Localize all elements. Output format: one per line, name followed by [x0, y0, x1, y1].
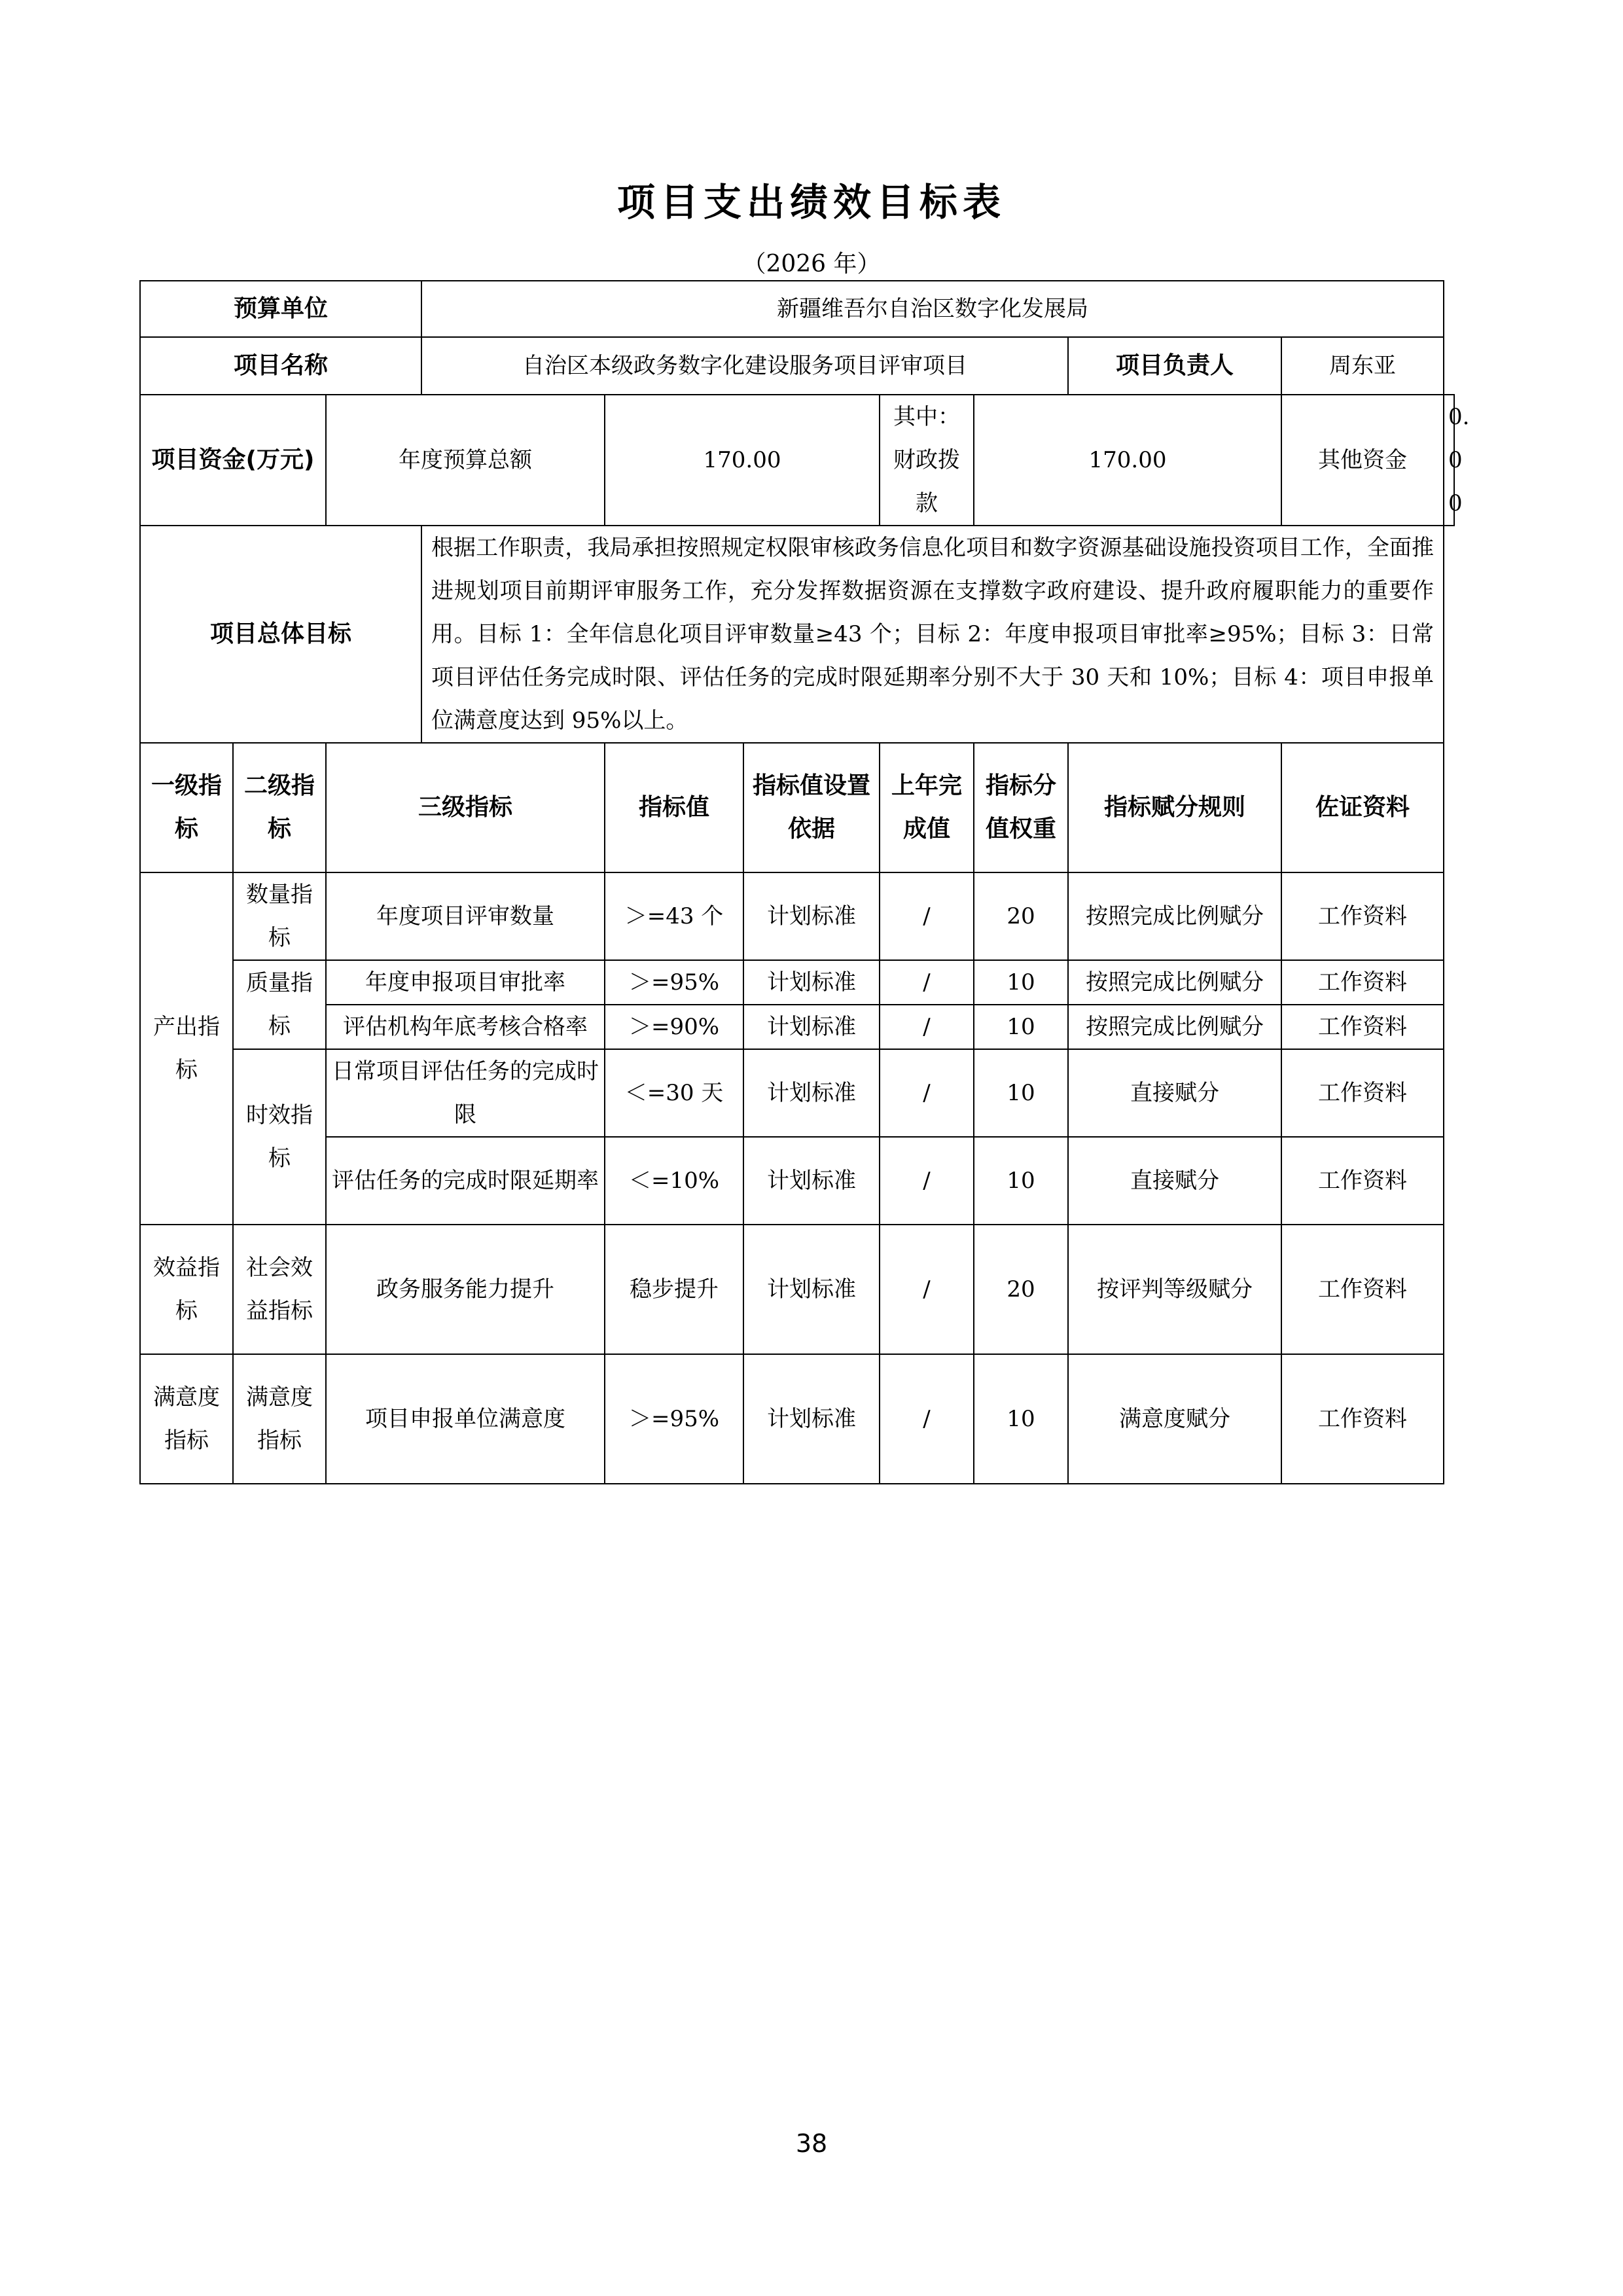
indicator-basis: 计划标准: [743, 1225, 880, 1354]
header-evidence: 佐证资料: [1281, 743, 1444, 872]
fiscal-allocation-value: 170.00: [974, 395, 1281, 526]
indicator-evidence: 工作资料: [1281, 1137, 1444, 1225]
indicator-basis: 计划标准: [743, 1005, 880, 1049]
indicator-basis: 计划标准: [743, 872, 880, 960]
header-level1: 一级指标: [140, 743, 233, 872]
other-funds-label: 其他资金: [1281, 395, 1444, 526]
indicator-basis: 计划标准: [743, 960, 880, 1005]
table-row: [140, 872, 1454, 960]
indicator-evidence: 工作资料: [1281, 1354, 1444, 1484]
group-social: 社会效益指标: [233, 1225, 326, 1354]
indicator-evidence: 工作资料: [1281, 872, 1444, 960]
overall-objective-label: 项目总体目标: [140, 526, 421, 743]
group-satisfaction-level2: 满意度指标: [233, 1354, 326, 1484]
indicator-value: ＜=30 天: [605, 1049, 743, 1137]
group-output: 产出指标: [140, 872, 233, 1225]
indicator-rule: 按评判等级赋分: [1068, 1225, 1281, 1354]
indicator-rule: 按照完成比例赋分: [1068, 1005, 1281, 1049]
table-row: [140, 1225, 1454, 1354]
budget-unit-row: [140, 281, 1454, 337]
indicator-weight: 10: [974, 1354, 1068, 1484]
header-weight: 指标分值权重: [974, 743, 1068, 872]
indicator-weight: 20: [974, 872, 1068, 960]
indicator-last-year: /: [880, 960, 974, 1005]
indicator-value: ＞=95%: [605, 1354, 743, 1484]
indicator-basis: 计划标准: [743, 1049, 880, 1137]
budget-unit-value: 新疆维吾尔自治区数字化发展局: [421, 281, 1444, 337]
other-funds-value: 0.00: [1444, 395, 1454, 526]
indicator-name: 评估机构年底考核合格率: [326, 1005, 605, 1049]
project-name-label: 项目名称: [140, 337, 421, 395]
indicator-last-year: /: [880, 872, 974, 960]
indicator-basis: 计划标准: [743, 1137, 880, 1225]
header-level3: 三级指标: [326, 743, 605, 872]
indicator-value: ＞=43 个: [605, 872, 743, 960]
table-row: [140, 1049, 1454, 1137]
indicator-evidence: 工作资料: [1281, 1005, 1444, 1049]
group-quality: 质量指标: [233, 960, 326, 1049]
indicator-name: 政务服务能力提升: [326, 1225, 605, 1354]
indicator-rule: 满意度赋分: [1068, 1354, 1281, 1484]
header-value: 指标值: [605, 743, 743, 872]
indicator-name: 项目申报单位满意度: [326, 1354, 605, 1484]
group-benefit: 效益指标: [140, 1225, 233, 1354]
indicator-basis: 计划标准: [743, 1354, 880, 1484]
indicator-rule: 按照完成比例赋分: [1068, 960, 1281, 1005]
annual-budget-label: 年度预算总额: [326, 395, 605, 526]
table-row: [140, 1354, 1454, 1484]
indicator-evidence: 工作资料: [1281, 1225, 1444, 1354]
group-timeliness: 时效指标: [233, 1049, 326, 1225]
indicator-weight: 10: [974, 1137, 1068, 1225]
indicator-last-year: /: [880, 1354, 974, 1484]
indicator-header-row: [140, 743, 1454, 872]
indicator-weight: 10: [974, 1049, 1068, 1137]
indicator-evidence: 工作资料: [1281, 960, 1444, 1005]
indicator-evidence: 工作资料: [1281, 1049, 1444, 1137]
project-fund-label: 项目资金(万元): [140, 395, 326, 526]
indicator-last-year: /: [880, 1137, 974, 1225]
performance-table: [139, 280, 1470, 1484]
group-quantity: 数量指标: [233, 872, 326, 960]
indicator-value: 稳步提升: [605, 1225, 743, 1354]
overall-objective-row: [140, 526, 1454, 743]
indicator-rule: 直接赋分: [1068, 1137, 1281, 1225]
header-rule: 指标赋分规则: [1068, 743, 1281, 872]
indicator-name: 评估任务的完成时限延期率: [326, 1137, 605, 1225]
indicator-rule: 按照完成比例赋分: [1068, 872, 1281, 960]
project-leader-value: 周东亚: [1281, 337, 1444, 395]
indicator-last-year: /: [880, 1049, 974, 1137]
indicator-name: 年度申报项目审批率: [326, 960, 605, 1005]
table-row: [140, 1005, 1454, 1049]
page-title: 项目支出绩效目标表: [616, 180, 1006, 224]
project-name-row: [140, 337, 1454, 395]
fiscal-allocation-label: 其中：财政拨款: [880, 395, 974, 526]
project-name-value: 自治区本级政务数字化建设服务项目评审项目: [421, 337, 1068, 395]
indicator-weight: 10: [974, 1005, 1068, 1049]
overall-objective-text: 根据工作职责，我局承担按照规定权限审核政务信息化项目和数字资源基础设施投资项目工作，全面推进规划项目前期评审服务工作，充分发挥数据资源在支撑数字政府建设、提升政府履职能力的重要作用。目标 1：全年信息化项目评审数量≥43 个；目标 2：年度申报项目审批率≥95%；目标 3：日常项目评估任务完成时限、评估任务的完成时限延期率分别不大于 30 天和 10%；目标 4：项目申报单位满意度达到 95%以上。: [421, 526, 1444, 743]
year-label: （2026 年）: [742, 251, 881, 278]
header-basis: 指标值设置依据: [743, 743, 880, 872]
annual-budget-value: 170.00: [605, 395, 880, 526]
indicator-last-year: /: [880, 1005, 974, 1049]
indicator-weight: 20: [974, 1225, 1068, 1354]
header-level2: 二级指标: [233, 743, 326, 872]
table-row: [140, 960, 1454, 1005]
indicator-weight: 10: [974, 960, 1068, 1005]
indicator-name: 日常项目评估任务的完成时限: [326, 1049, 605, 1137]
group-satisfaction-level1: 满意度指标: [140, 1354, 233, 1484]
page-number: 38: [795, 2129, 828, 2158]
indicator-rule: 直接赋分: [1068, 1049, 1281, 1137]
table-row: [140, 1137, 1454, 1225]
indicator-value: ＞=95%: [605, 960, 743, 1005]
project-leader-label: 项目负责人: [1068, 337, 1281, 395]
indicator-last-year: /: [880, 1225, 974, 1354]
header-last-year: 上年完成值: [880, 743, 974, 872]
project-fund-row: [140, 395, 1454, 526]
indicator-value: ＞=90%: [605, 1005, 743, 1049]
budget-unit-label: 预算单位: [140, 281, 421, 337]
indicator-value: ＜=10%: [605, 1137, 743, 1225]
indicator-name: 年度项目评审数量: [326, 872, 605, 960]
